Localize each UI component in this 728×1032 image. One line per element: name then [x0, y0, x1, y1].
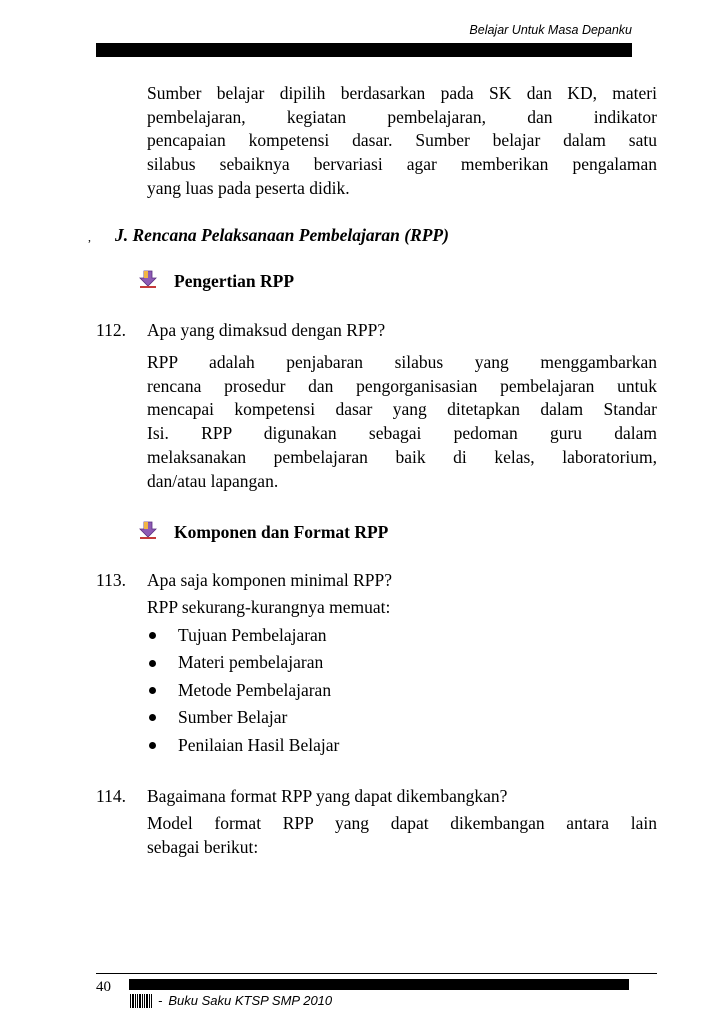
answer-line: rencana prosedur dan pengorganisasian pembelajaran untuk: [147, 375, 657, 396]
intro-line: Sumber belajar dipilih berdasarkan pada SK dan KD, materi: [147, 83, 657, 103]
subheading-label: Pengertian RPP: [174, 271, 295, 291]
footer-book-title: [130, 993, 332, 1008]
list-item-label: Materi pembelajaran: [178, 652, 324, 673]
list-item: [147, 732, 339, 759]
answer-line: Isi. RPP digunakan sebagai pedoman guru dalam: [147, 423, 657, 444]
list-item-label: Penilaian Hasil Belajar: [178, 734, 340, 755]
bullet-icon: [149, 714, 156, 721]
component-list: [147, 622, 339, 759]
question-number: 113.: [96, 570, 126, 590]
intro-paragraph: [147, 82, 657, 201]
subheading-komponen: [138, 522, 388, 543]
list-item-label: Sumber Belajar: [178, 707, 288, 728]
section-marker: ,: [88, 230, 91, 244]
answer-line: melaksanakan pembelajaran baik di kelas, laboratorium,: [147, 446, 657, 467]
answer-intro: RPP sekurang-kurangnya memuat:: [147, 597, 391, 617]
footer-bar: [129, 979, 629, 990]
subheading-pengertian: [138, 271, 294, 292]
answer-line: sebagai berikut:: [147, 836, 259, 857]
question-number: 112.: [96, 320, 126, 340]
footer-title-text: Buku Saku KTSP SMP 2010: [168, 993, 333, 1008]
list-item-label: Tujuan Pembelajaran: [178, 625, 327, 645]
list-item: [147, 622, 339, 649]
answer-line: mencapai kompetensi dasar yang ditetapkan dalam Standar: [147, 399, 657, 420]
answer-line: RPP adalah penjabaran silabus yang menggambarkan: [147, 352, 657, 372]
list-item: [147, 677, 339, 704]
list-item-label: Metode Pembelajaran: [178, 679, 332, 700]
list-item: [147, 704, 339, 731]
header-bar: [96, 43, 632, 57]
intro-line: yang luas pada peserta didik.: [147, 177, 350, 198]
bullet-icon: [149, 687, 156, 694]
answer-line: dan/atau lapangan.: [147, 470, 279, 491]
intro-line: silabus sebaiknya bervariasi agar memberikan pengalaman: [147, 154, 657, 175]
question-text: Bagaimana format RPP yang dapat dikembangkan?: [147, 786, 508, 806]
list-item: [147, 649, 339, 676]
footer-separator: -: [158, 993, 163, 1008]
question-text: Apa saja komponen minimal RPP?: [147, 570, 392, 590]
answer-line: Model format RPP yang dapat dikembangan antara lain: [147, 813, 657, 833]
bullet-icon: [149, 660, 156, 667]
question-number: 114.: [96, 786, 126, 806]
question-text: Apa yang dimaksud dengan RPP?: [147, 320, 386, 340]
barcode-icon: [130, 994, 153, 1008]
bullet-icon: [149, 742, 156, 749]
arrow-down-bullet-icon: [138, 520, 158, 540]
intro-line: pencapaian kompetensi dasar. Sumber belajar dalam satu: [147, 130, 657, 151]
answer-paragraph: [147, 351, 657, 493]
section-heading: J. Rencana Pelaksanaan Pembelajaran (RPP): [115, 225, 449, 245]
intro-line: pembelajaran, kegiatan pembelajaran, dan indikator: [147, 106, 657, 127]
page-number: 40: [96, 979, 111, 995]
subheading-label: Komponen dan Format RPP: [174, 522, 389, 542]
bullet-icon: [149, 632, 156, 639]
answer-paragraph: [147, 812, 657, 859]
running-header-title: Belajar Untuk Masa Depanku: [469, 23, 632, 37]
footer-rule: [96, 973, 657, 974]
arrow-down-bullet-icon: [138, 269, 158, 289]
